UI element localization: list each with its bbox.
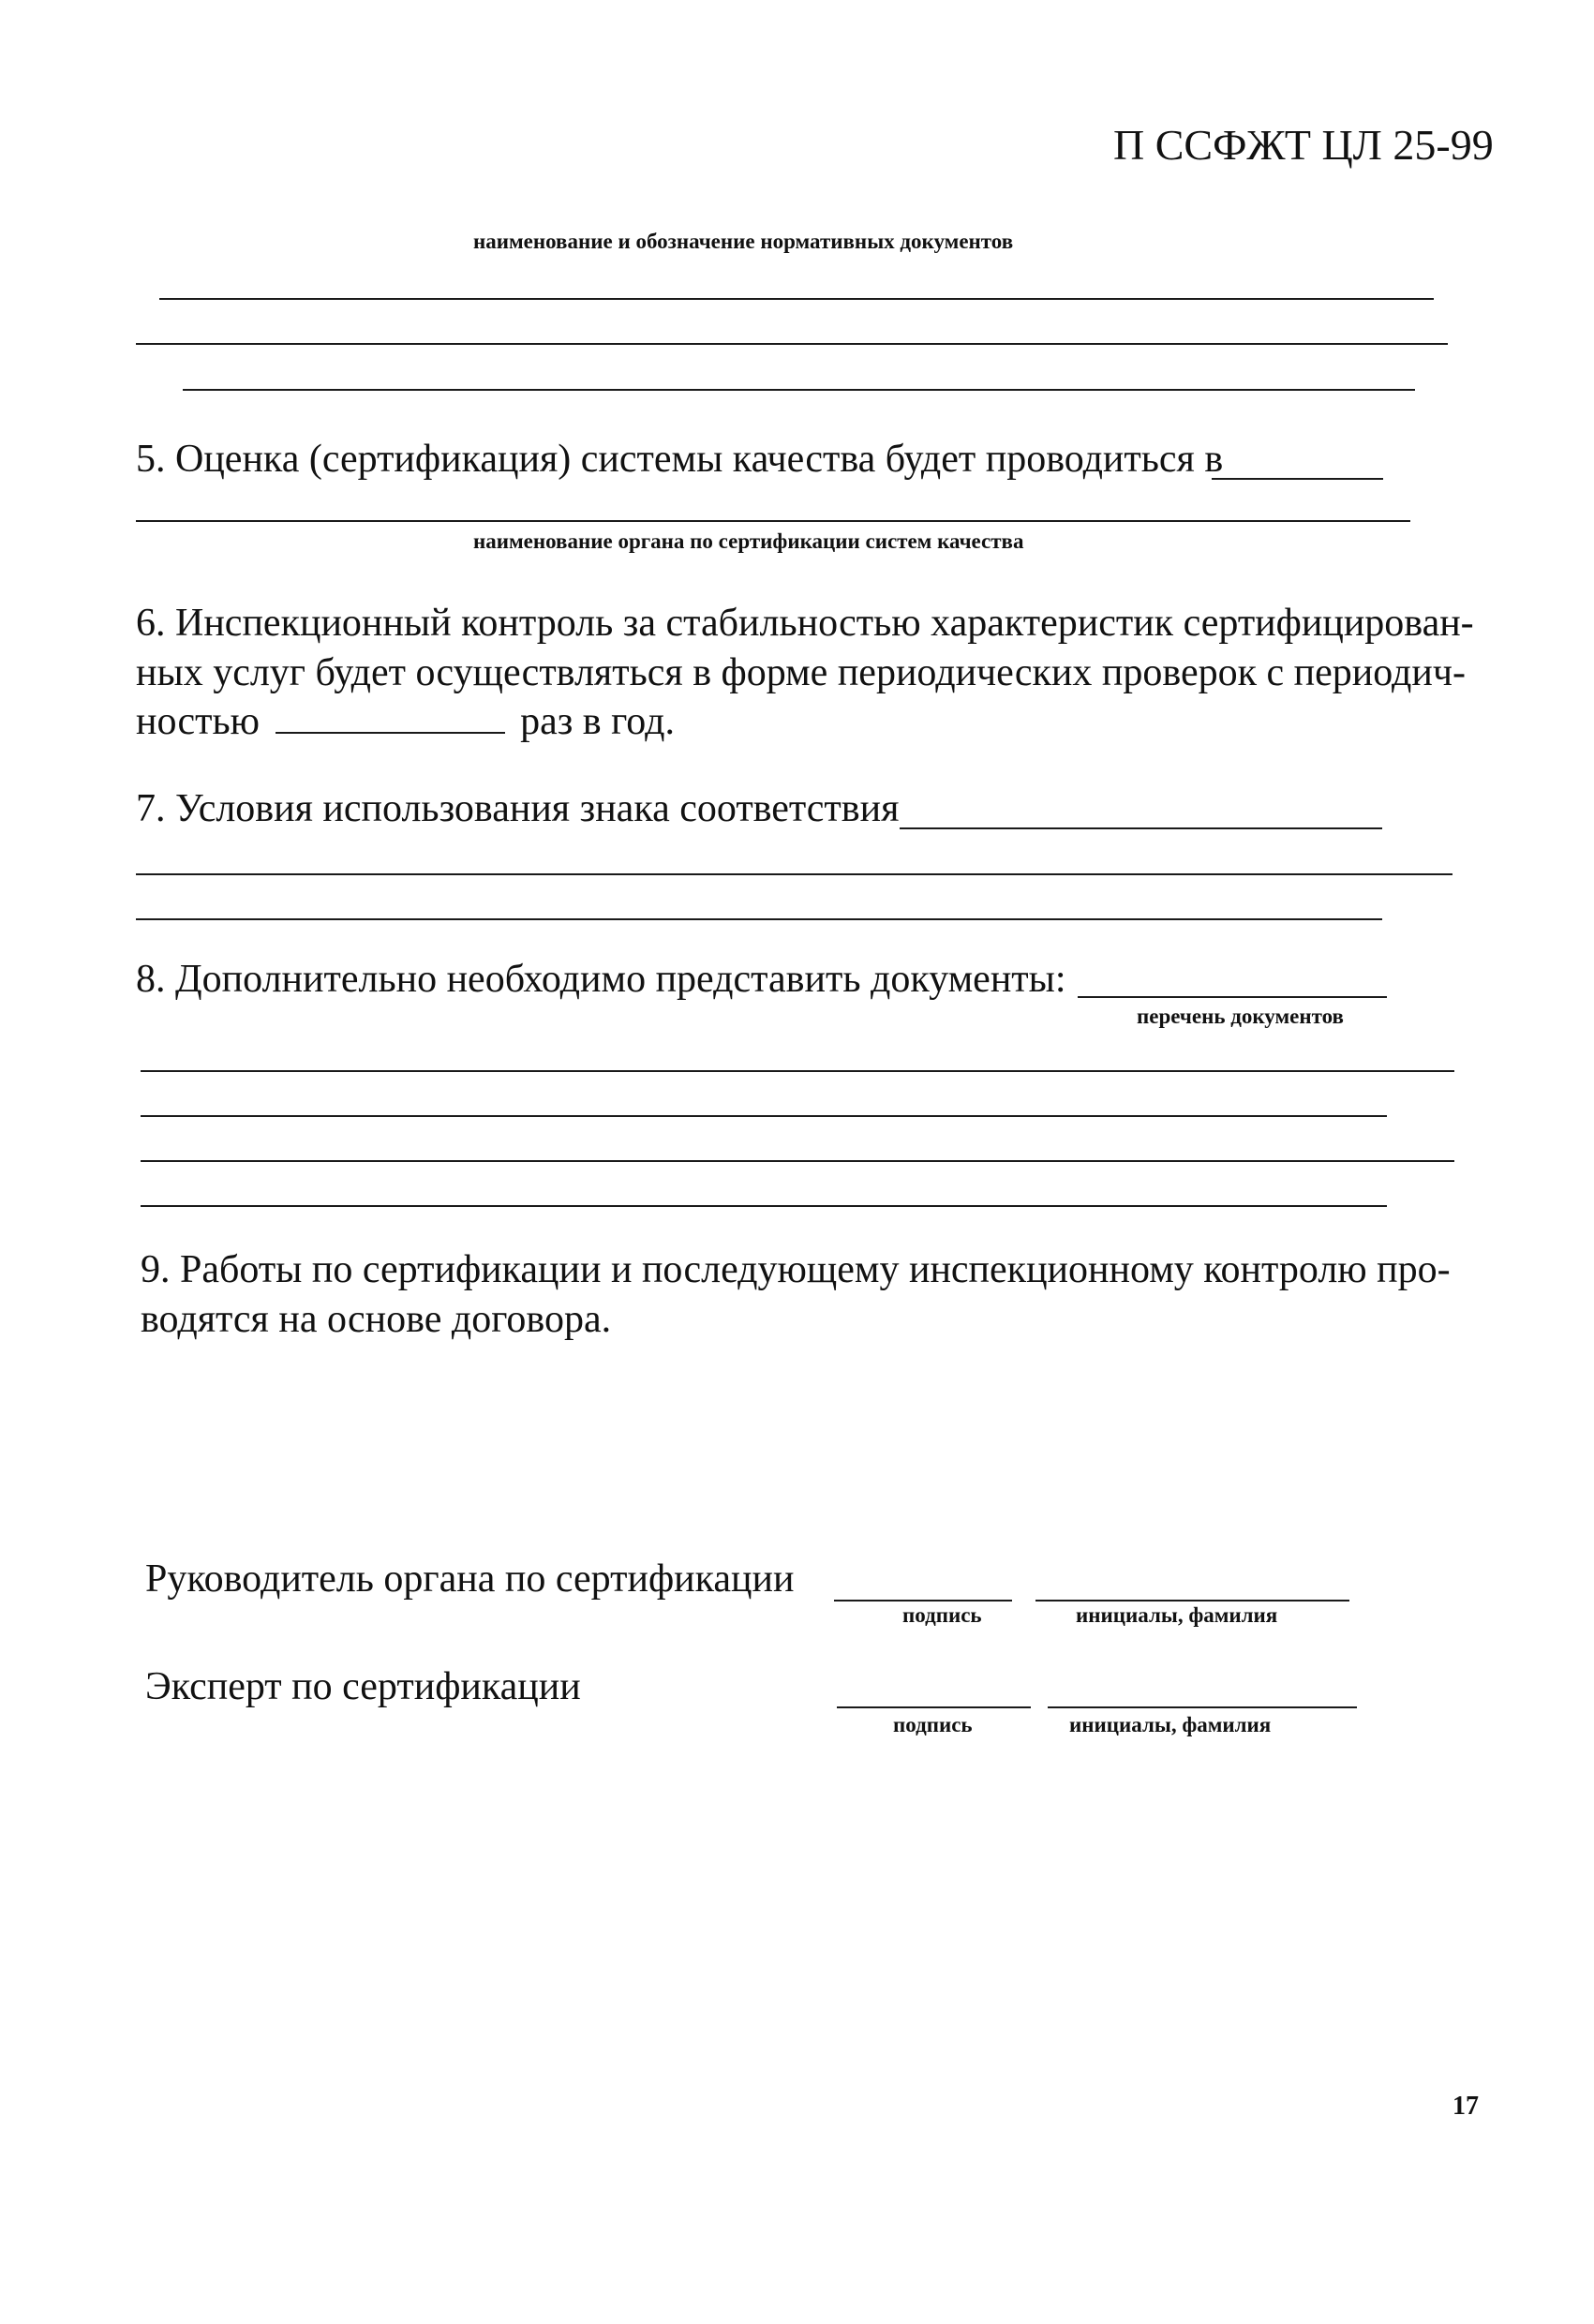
item-8-text: 8. Дополнительно необходимо представить документы: (136, 958, 1066, 1001)
expert-name-line (1048, 1706, 1357, 1708)
blank-line (136, 520, 1410, 522)
item-9-line-2: водятся на основе договора. (141, 1298, 612, 1341)
page-number: 17 (1452, 2092, 1479, 2121)
blank-line (136, 873, 1452, 875)
expert-label: Эксперт по сертификации (145, 1665, 581, 1708)
head-of-body-label: Руководитель органа по сертификации (145, 1557, 795, 1601)
head-signature-caption: подпись (902, 1603, 982, 1627)
item-6-text: ностью (136, 700, 261, 743)
blank-line (136, 343, 1448, 345)
head-signature-line (834, 1600, 1012, 1601)
blank-line (141, 1160, 1454, 1162)
item-5-text: 5. Оценка (сертификация) системы качества будет проводиться в (136, 438, 1224, 481)
item-7-blank (900, 827, 1382, 829)
blank-line (136, 918, 1382, 920)
caption-normative-documents: наименование и обозначение нормативных документов (473, 230, 1014, 253)
caption-certification-body: наименование органа по сертификации систем качества (473, 529, 1024, 553)
expert-signature-line (837, 1706, 1031, 1708)
blank-line (141, 1115, 1387, 1117)
caption-document-list: перечень документов (1137, 1005, 1344, 1028)
document-code: П ССФЖТ ЦЛ 25-99 (1113, 121, 1494, 169)
head-name-line (1035, 1600, 1349, 1601)
item-6-line-3 (136, 698, 675, 745)
expert-name-caption: инициалы, фамилия (1069, 1713, 1272, 1736)
blank-line (141, 1070, 1454, 1072)
blank-line (159, 298, 1434, 300)
item-6-line-2: ных услуг будет осуществляться в форме периодических проверок с периодич- (136, 651, 1466, 694)
item-6-text-end: раз в год. (520, 700, 675, 743)
item-8-blank (1078, 996, 1387, 998)
item-6-blank (276, 700, 505, 734)
blank-line (141, 1205, 1387, 1207)
expert-signature-caption: подпись (893, 1713, 973, 1736)
item-6-line-1: 6. Инспекционный контроль за стабильностью характеристик сертифицирован- (136, 602, 1474, 645)
item-5-blank (1212, 478, 1383, 480)
head-name-caption: инициалы, фамилия (1076, 1603, 1278, 1627)
item-7-text: 7. Условия использования знака соответствия (136, 787, 900, 830)
blank-line (183, 389, 1415, 391)
item-9-line-1: 9. Работы по сертификации и последующему инспекционному контролю про- (141, 1248, 1451, 1291)
